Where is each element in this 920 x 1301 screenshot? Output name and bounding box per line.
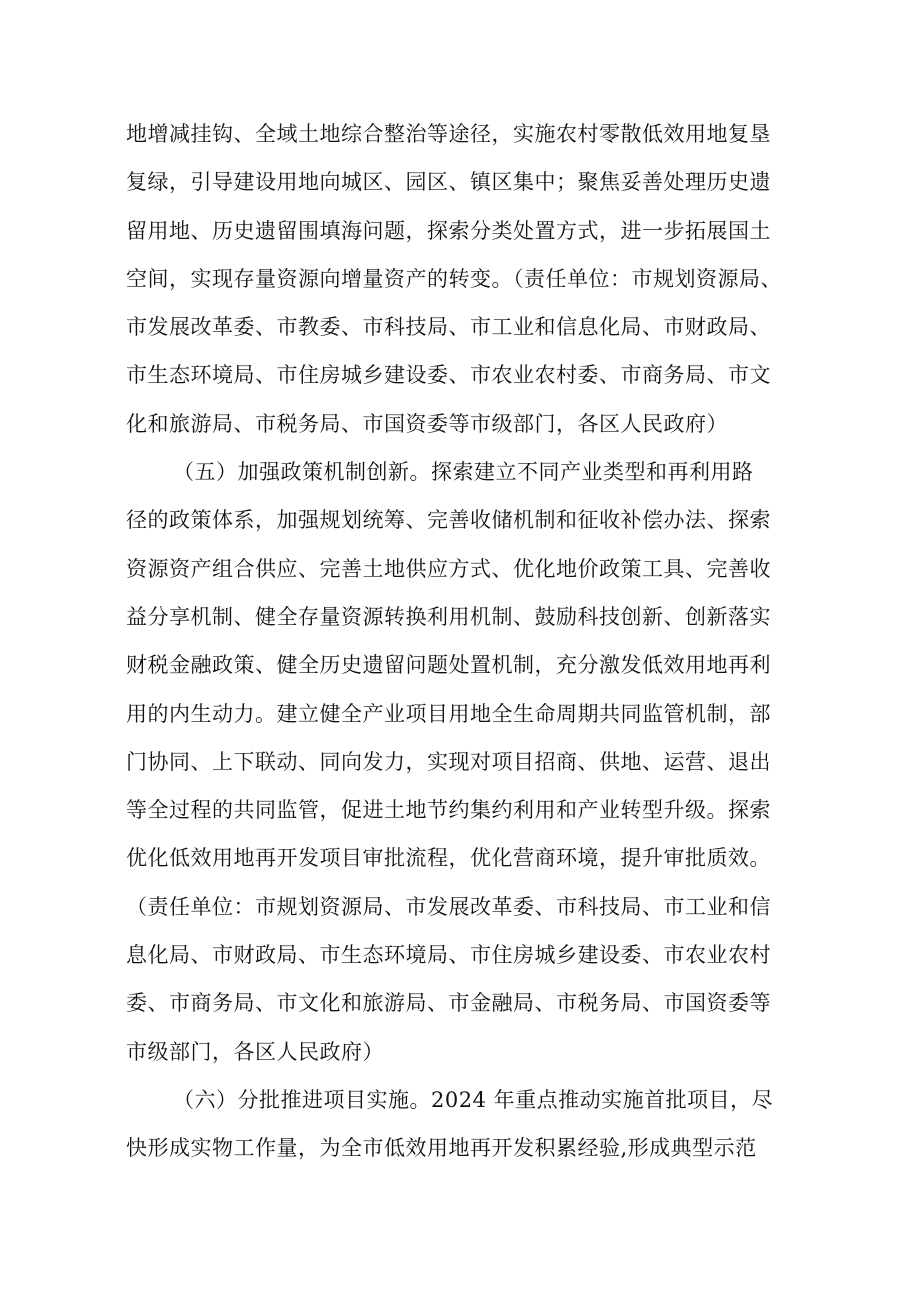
text-line: 地增减挂钩、全域土地综合整治等途径，实施农村零散低效用地复垦 [126,122,771,146]
text-line: 空间，实现存量资源向增量资产的转变。（责任单位：市规划资源局、 [126,266,782,291]
text-line: 快形成实物工作量，为全市低效用地再开发积累经验,形成典型示范 [126,1136,757,1161]
document-body [126,110,826,1173]
text-line: 复绿，引导建设用地向城区、园区、镇区集中；聚焦妥善处理历史遗 [126,170,771,195]
text-line: （责任单位：市规划资源局、市发展改革委、市科技局、市工业和信 [126,894,771,919]
text-line: 留用地、历史遗留围填海问题，探索分类处置方式，进一步拓展国土 [126,218,771,243]
paragraph-heading-line: （五）加强政策机制创新。探索建立不同产业类型和再利用路 [173,460,754,485]
text-line: 用的内生动力。建立健全产业项目用地全生命周期共同监管机制，部 [126,701,771,726]
text-line: 化和旅游局、市税务局、市国资委等市级部门，各区人民政府） [126,411,728,436]
text-line: 市发展改革委、市教委、市科技局、市工业和信息化局、市财政局、 [126,315,771,340]
text-line: 益分享机制、健全存量资源转换利用机制、鼓励科技创新、创新落实 [126,604,771,629]
text-line: 市生态环境局、市住房城乡建设委、市农业农村委、市商务局、市文 [126,363,771,388]
text-line: 市级部门，各区人民政府） [126,1039,384,1064]
text-line: 财税金融政策、健全历史遗留问题处置机制，充分激发低效用地再利 [126,653,771,678]
text-line: 优化低效用地再开发项目审批流程，优化营商环境，提升审批质效。 [126,846,771,871]
text-line: 门协同、上下联动、同向发力，实现对项目招商、供地、运营、退出 [126,749,771,774]
paragraph-heading-line: （六）分批推进项目实施。2024 年重点推动实施首批项目，尽 [173,1087,774,1112]
text-line: 径的政策体系，加强规划统筹、完善收储机制和征收补偿办法、探索 [126,508,771,533]
text-line: 资源资产组合供应、完善土地供应方式、优化地价政策工具、完善收 [126,556,771,581]
text-line: 委、市商务局、市文化和旅游局、市金融局、市税务局、市国资委等 [126,991,771,1016]
text-line: 息化局、市财政局、市生态环境局、市住房城乡建设委、市农业农村 [126,943,771,968]
text-line: 等全过程的共同监管，促进土地节约集约利用和产业转型升级。探索 [126,798,771,823]
